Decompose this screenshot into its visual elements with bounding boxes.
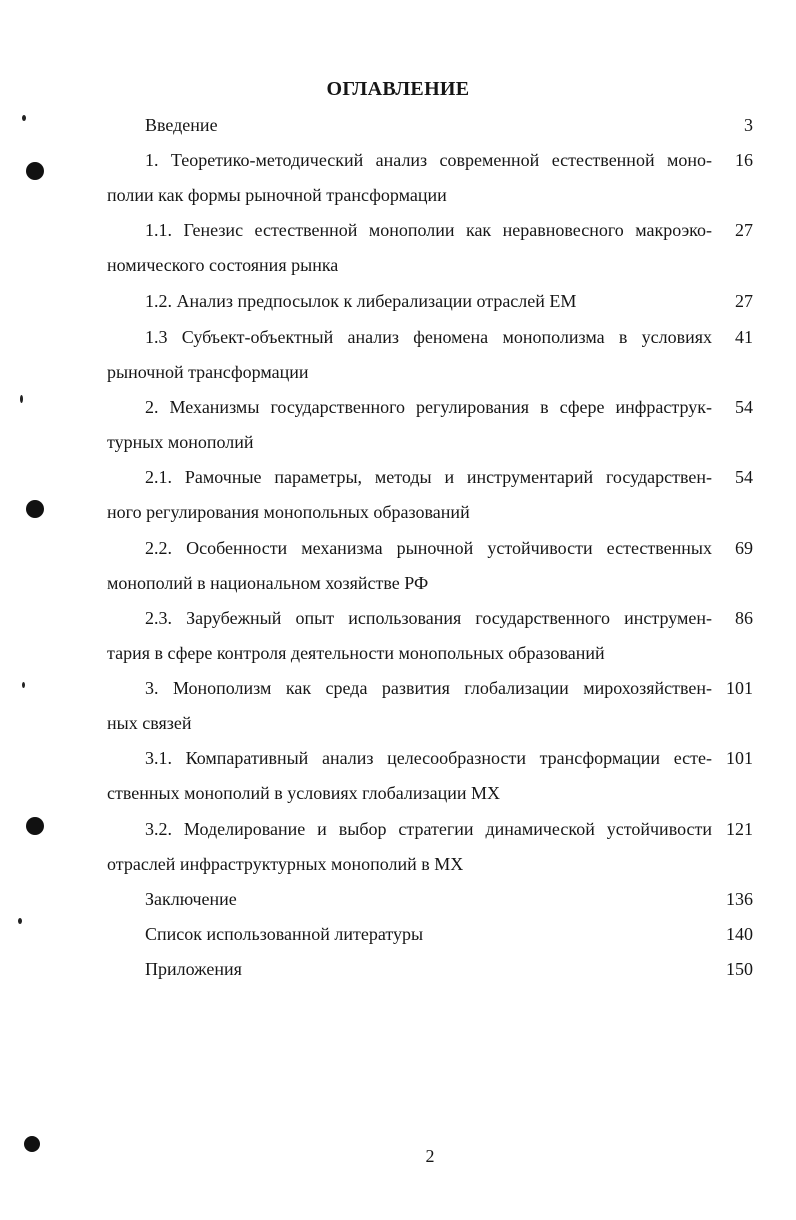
scan-speck bbox=[18, 918, 22, 924]
toc-entry bbox=[107, 108, 712, 143]
toc-entry-page: 54 bbox=[735, 397, 753, 417]
toc-entry bbox=[107, 531, 712, 601]
toc-entry-title: 1.2. Анализ предпосылок к либерализации отраслей ЕМ bbox=[145, 291, 577, 311]
toc-entry-title-cont: полии как формы рыночной трансформации bbox=[107, 185, 447, 205]
punch-hole bbox=[24, 1136, 40, 1152]
toc-entry-page: 101 bbox=[726, 678, 753, 698]
toc-entry-title: 3. Монополизм как среда развития глобализации мирохозяйствен- bbox=[145, 678, 712, 698]
toc-entry-page: 27 bbox=[735, 220, 753, 240]
toc-entry-page: 27 bbox=[735, 291, 753, 311]
toc-entry-page: 3 bbox=[744, 115, 753, 135]
toc-entry bbox=[107, 390, 712, 460]
toc-entry bbox=[107, 284, 712, 319]
toc-entry bbox=[107, 143, 712, 213]
toc-entry bbox=[107, 460, 712, 530]
toc-entry-page: 16 bbox=[735, 150, 753, 170]
toc-entry-title: 1.1. Генезис естественной монополии как неравновесного макроэко- bbox=[145, 220, 712, 240]
toc-entry bbox=[107, 741, 712, 811]
toc-entry-page: 150 bbox=[726, 959, 753, 979]
toc-entry-page: 140 bbox=[726, 924, 753, 944]
toc-entry bbox=[107, 601, 712, 671]
toc-entry-title: 2.3. Зарубежный опыт использования государственного инструмен- bbox=[145, 608, 712, 628]
toc-entry-title-cont: рыночной трансформации bbox=[107, 362, 309, 382]
toc-entry-title-cont: номического состояния рынка bbox=[107, 255, 339, 275]
scan-speck bbox=[22, 115, 26, 121]
toc-entry-title: Приложения bbox=[145, 959, 242, 979]
toc-entry-title-cont: ного регулирования монопольных образований bbox=[107, 502, 470, 522]
toc-entry bbox=[107, 917, 712, 952]
toc-entry-title: 1. Теоретико-методический анализ современной естественной моно- bbox=[145, 150, 712, 170]
toc-entry-title-cont: отраслей инфраструктурных монополий в МХ bbox=[107, 854, 464, 874]
toc-entry-title-cont: турных монополий bbox=[107, 432, 254, 452]
toc-entry bbox=[107, 671, 712, 741]
toc-entry bbox=[107, 812, 712, 882]
toc-entry-title: 1.3 Субъект-объектный анализ феномена монополизма в условиях bbox=[145, 327, 712, 347]
page-number: 2 bbox=[425, 1146, 435, 1166]
toc-entry bbox=[107, 882, 712, 917]
toc-entry-page: 41 bbox=[735, 327, 753, 347]
page-title: ОГЛАВЛЕНИЕ bbox=[326, 78, 470, 100]
toc-entry-title: 2.2. Особенности механизма рыночной устойчивости естественных bbox=[145, 538, 712, 558]
toc-entry bbox=[107, 213, 712, 283]
toc-entry bbox=[107, 952, 712, 987]
toc-entry-title-cont: монополий в национальном хозяйстве РФ bbox=[107, 573, 429, 593]
toc-entry-title: Список использованной литературы bbox=[145, 924, 424, 944]
scan-speck bbox=[20, 395, 23, 403]
toc-entry-page: 136 bbox=[726, 889, 753, 909]
toc-entry-title: 2. Механизмы государственного регулирования в сфере инфраструк- bbox=[145, 397, 712, 417]
toc-entry-page: 54 bbox=[735, 467, 753, 487]
toc-entry-title: 3.2. Моделирование и выбор стратегии динамической устойчивости bbox=[145, 819, 712, 839]
toc-entry-title: Введение bbox=[145, 115, 218, 135]
toc-entry-page: 69 bbox=[735, 538, 753, 558]
punch-hole bbox=[26, 500, 44, 518]
toc-entry-title: 2.1. Рамочные параметры, методы и инструментарий государствен- bbox=[145, 467, 712, 487]
toc-entry-title: 3.1. Компаративный анализ целесообразности трансформации есте- bbox=[145, 748, 712, 768]
toc-entry-title: Заключение bbox=[145, 889, 237, 909]
toc-entry-page: 86 bbox=[735, 608, 753, 628]
toc-entry-title-cont: ных связей bbox=[107, 713, 192, 733]
toc-entry bbox=[107, 320, 712, 390]
toc-entry-title-cont: тария в сфере контроля деятельности монопольных образований bbox=[107, 643, 605, 663]
punch-hole bbox=[26, 162, 44, 180]
toc-entry-title-cont: ственных монополий в условиях глобализации МХ bbox=[107, 783, 501, 803]
toc-entry-page: 121 bbox=[726, 819, 753, 839]
toc-entry-page: 101 bbox=[726, 748, 753, 768]
punch-hole bbox=[26, 817, 44, 835]
scan-speck bbox=[22, 682, 25, 688]
